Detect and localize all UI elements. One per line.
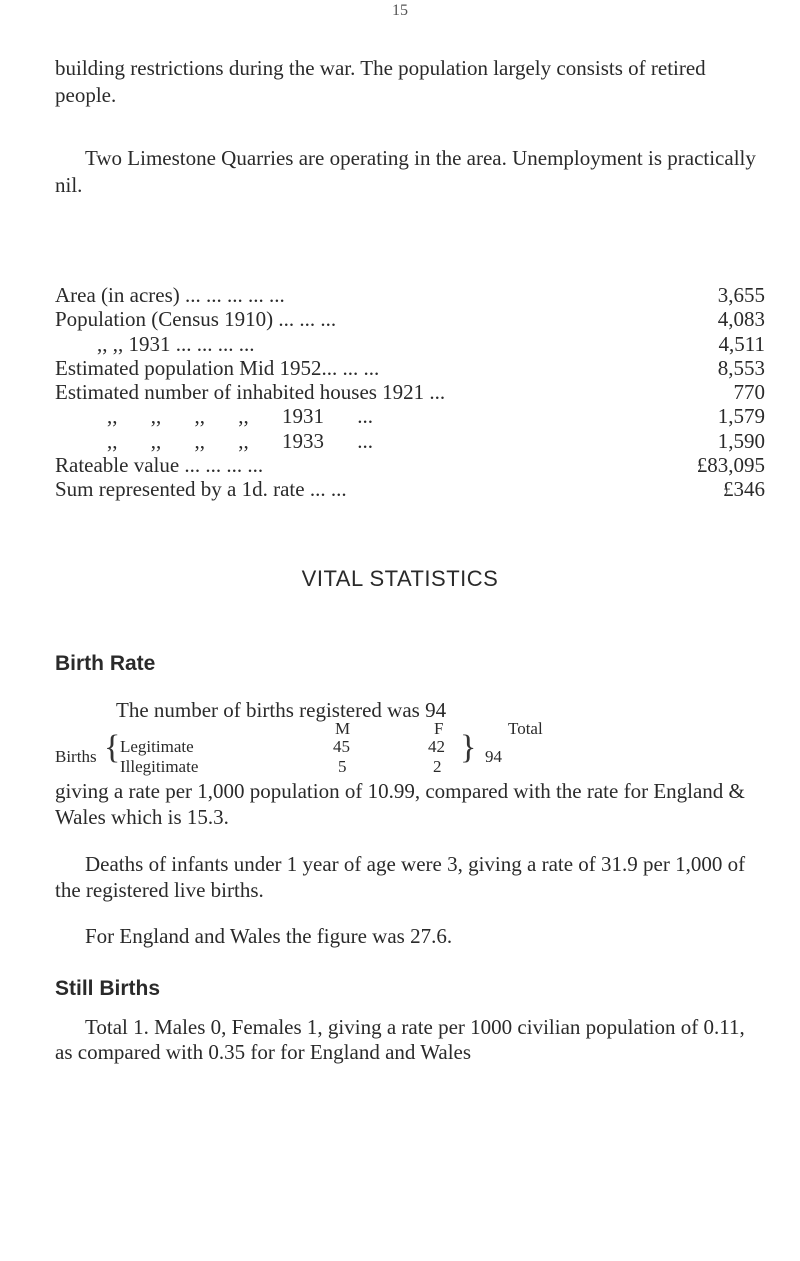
legitimate-female: 42: [428, 737, 445, 756]
stat-value: £83,095: [696, 453, 765, 478]
col-total-header: Total: [508, 719, 543, 738]
legitimate-male: 45: [333, 737, 350, 756]
stat-label: Rateable value ... ... ... ...: [55, 453, 264, 478]
area-statistics-table: [55, 283, 765, 502]
intro-paragraph-2: Two Limestone Quarries are operating in the area. Unemployment is practically nil.: [55, 146, 756, 197]
stat-label: ,, ,, 1931 ... ... ... ...: [97, 331, 255, 356]
still-births-heading: Still Births: [55, 977, 161, 1000]
births-total: 94: [485, 747, 502, 766]
illegitimate-male: 5: [338, 757, 347, 776]
stat-row: [55, 283, 765, 307]
stat-row: [55, 307, 765, 331]
stat-label: Estimated population Mid 1952... ... ...: [55, 355, 380, 380]
stat-label: Area (in acres) ... ... ... ... ...: [55, 283, 285, 307]
stat-value: 8,553: [717, 355, 765, 380]
stat-value: 1,590: [717, 428, 765, 453]
stat-label: Estimated number of inhabited houses 1921 ...: [55, 380, 446, 405]
stat-label: Population (Census 1910) ... ... ...: [55, 307, 337, 332]
right-brace: }: [460, 729, 477, 766]
illegitimate-label: Illegitimate: [120, 757, 199, 776]
illegitimate-female: 2: [433, 757, 442, 776]
stat-value: 1,579: [717, 404, 765, 429]
births-intro: The number of births registered was 94: [116, 698, 447, 722]
infant-deaths-paragraph: Deaths of infants under 1 year of age were 3, giving a rate of 31.9 per 1,000 of the registered live births.: [55, 852, 746, 902]
stat-row: [55, 332, 765, 356]
stat-label: ,, ,, ,, ,, 1931 ...: [107, 404, 373, 429]
stat-row: [55, 453, 765, 477]
stat-value: 770: [733, 380, 765, 405]
stat-row: [55, 429, 765, 453]
stat-value: 4,511: [718, 331, 765, 356]
still-births-paragraph: Total 1. Males 0, Females 1, giving a rate per 1000 civilian population of 0.11, as compared with 0.35 for for England and Wales: [55, 1015, 745, 1064]
stat-label: Sum represented by a 1d. rate ... ...: [55, 477, 347, 502]
vital-statistics-heading: VITAL STATISTICS: [301, 566, 499, 591]
stat-value: £346: [723, 477, 765, 502]
col-m-header: M: [335, 719, 351, 738]
stat-row: [55, 356, 765, 380]
col-f-header: F: [434, 719, 444, 738]
birth-rate-paragraph: giving a rate per 1,000 population of 10.99, compared with the rate for England & Wales which is 15.3.: [55, 779, 745, 829]
england-figure-paragraph: For England and Wales the figure was 27.6.: [85, 924, 453, 948]
legitimate-label: Legitimate: [120, 737, 194, 756]
intro-paragraph-1: building restrictions during the war. The population largely consists of retired people.: [55, 56, 706, 107]
stat-row: [55, 380, 765, 404]
stat-value: 3,655: [717, 283, 765, 307]
birth-rate-heading: Birth Rate: [55, 652, 156, 675]
stat-label: ,, ,, ,, ,, 1933 ...: [107, 428, 373, 453]
stat-value: 4,083: [717, 307, 765, 332]
left-brace: {: [104, 729, 121, 766]
stat-row: [55, 477, 765, 501]
births-row-label: Births: [55, 747, 97, 766]
page-number: 15: [392, 2, 408, 19]
stat-row: [55, 404, 765, 428]
